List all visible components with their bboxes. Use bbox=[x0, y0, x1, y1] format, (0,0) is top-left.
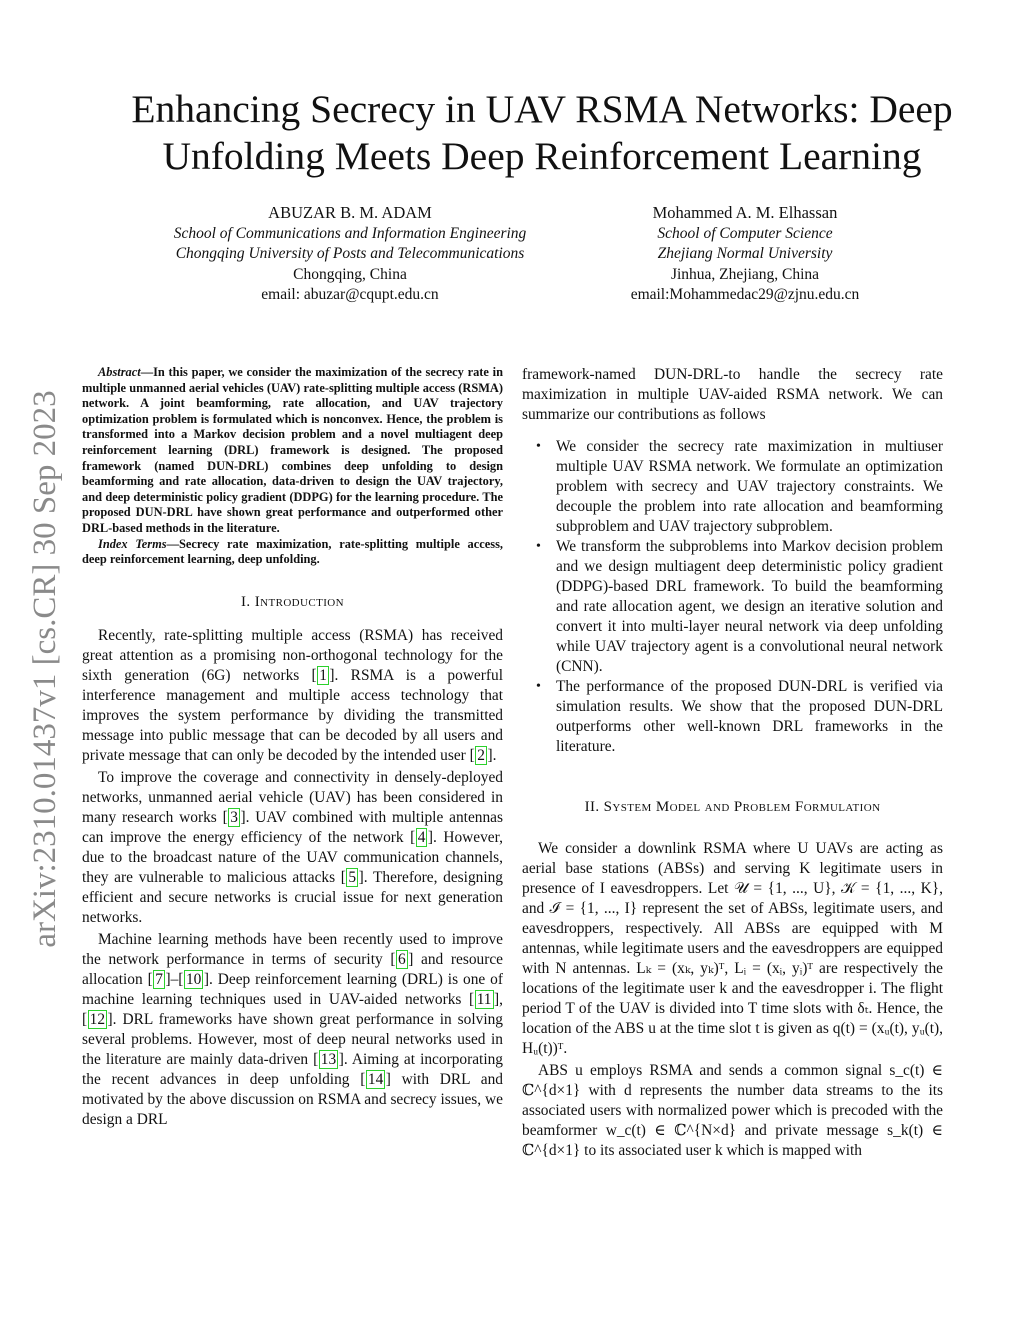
paragraph: Recently, rate-splitting multiple access (RSMA) has received great attention as a promising non-orthogonal technology for the sixth generation (6G) networks [ 1 ]. RSMA is a powerful interference management and multiple access technology that improves the system performance by dividing the transmitted message into public message that can be decoded by all users and private message that can only be decoded by the intended user [ 2 ]. bbox=[82, 626, 503, 764]
citation-link[interactable]: 11 bbox=[476, 990, 492, 1008]
citation-link[interactable]: 3 bbox=[230, 808, 238, 826]
citation-link[interactable]: 7 bbox=[155, 970, 163, 988]
paragraph: ABS u employs RSMA and sends a common signal s_c(t) ∈ ℂ^{d×1} with d represents the number data streams to the its associated users with normalized power which is precoded with the beamformer w_c(t) ∈ ℂ^{N×d} and private message s_k(t) ∈ ℂ^{d×1} to its associated user k which is mapped with bbox=[522, 1062, 943, 1159]
index-terms bbox=[82, 537, 503, 568]
author-name: ABUZAR B. M. ADAM bbox=[268, 203, 432, 222]
author-email: email: abuzar@cqupt.edu.cn bbox=[261, 286, 439, 304]
paper-title: Enhancing Secrecy in UAV RSMA Networks: Deep Unfolding Meets Deep Reinforcement Learning bbox=[131, 87, 953, 178]
paragraph: framework-named DUN-DRL-to handle the secrecy rate maximization in multiple UAV-aided RSMA network. We can summarize our contributions as follows bbox=[522, 366, 943, 423]
contribution-list bbox=[522, 437, 943, 757]
author-location: Chongqing, China bbox=[293, 265, 407, 283]
abstract-text: —In this paper, we consider the maximization of the secrecy rate in multiple unmanned aerial vehicles (UAV) rate-splitting multiple access (RSMA) network. A joint beamforming, rate allocation, and UAV trajectory optimization problem is formulated which is nonconvex. Hence, the problem is transformed into a Markov decision problem and a novel multiagent deep reinforcement learning (DRL) framework is designed. The proposed framework (named DUN-DRL) combines deep unfolding to design beamforming and rate allocation, data-driven to design the UAV trajectory, and deep deterministic policy gradient (DDPG) for the learning procedure. The proposed DUN-DRL have shown great performance and outperformed other DRL-based methods in the literature. bbox=[82, 365, 503, 535]
abstract bbox=[82, 365, 503, 537]
author-email: email:Mohammedac29@zjnu.edu.cn bbox=[630, 286, 860, 304]
citation-link[interactable]: 2 bbox=[477, 746, 485, 764]
citation-link[interactable]: 10 bbox=[185, 970, 202, 988]
author-affiliation: School of Computer Science bbox=[657, 224, 833, 242]
list-item: • We transform the subproblems into Markov decision problem and we design multiagent deep deterministic policy gradient (DDPG)-based DRL framework. To build the beamforming and rate allocation agent, we design an iterative solution and convert it into multi-layer neural network via deep unfolding while UAV trajectory agent is a convolutional neural network (CNN). bbox=[522, 537, 943, 677]
list-item: • We consider the secrecy rate maximization in multiuser multiple UAV RSMA network. We formulate an optimization problem with secrecy and UAV trajectory constraints. We decouple the problem into rate allocation and beamforming subproblem and UAV trajectory subproblem. bbox=[522, 437, 943, 537]
author-affiliation: School of Communications and Information Engineering bbox=[173, 224, 527, 242]
section-number: I. bbox=[241, 593, 255, 610]
citation-link[interactable]: 13 bbox=[320, 1050, 337, 1068]
left-column bbox=[82, 365, 503, 1132]
list-item: • The performance of the proposed DUN-DRL is verified via simulation results. We show that the proposed DUN-DRL outperforms other well-known DRL frameworks in the literature. bbox=[522, 677, 943, 757]
citation-link[interactable]: 5 bbox=[348, 868, 357, 886]
section-heading-system-model: II. System Model and Problem Formulation bbox=[584, 799, 881, 815]
author-block-1 bbox=[140, 203, 560, 306]
right-column bbox=[522, 365, 943, 1163]
abstract-label: Abstract bbox=[98, 365, 141, 379]
paragraph: We consider a downlink RSMA where U UAVs are acting as aerial base stations (ABSs) and serving K legitimate users in presence of I eavesdroppers. Let 𝒰 = {1, ..., U}, 𝒦 = {1, ..., K}, and ℐ = {1, ..., I} represent the set of ABSs, legitimate users, and eavesdroppers, respectively. All ABSs are equipped with M antennas, while legitimate users and the eavesdroppers are equipped with N antennas. Lₖ = (xₖ, yₖ)ᵀ, Lᵢ = (xᵢ, yᵢ)ᵀ are respectively the locations of the legitimate user k and the eavesdropper i. The flight period T of the UAV is divided into T time slots with δₜ. Hence, the location of the ABS u at the time slot t is given as q(t) = (xᵤ(t), yᵤ(t), Hᵤ(t))ᵀ. bbox=[522, 840, 943, 1057]
paragraph: To improve the coverage and connectivity in densely-deployed networks, unmanned aerial vehicle (UAV) has been considered in many research works [ 3 ]. UAV combined with multiple antennas can improve the energy efficiency of the network [ 4 ]. However, due to the broadcast nature of the UAV communication channels, they are vulnerable to malicious attacks [ 5 ]. Therefore, designing efficient and secure networks is crucial issue for next generation networks. bbox=[82, 768, 504, 926]
author-name: Mohammed A. M. Elhassan bbox=[652, 203, 838, 222]
index-terms-text: —Secrecy rate maximization, rate-splitting multiple access, deep reinforcement learning, deep unfolding. bbox=[82, 536, 503, 567]
section-heading-introduction bbox=[82, 592, 503, 612]
citation-link[interactable]: 12 bbox=[89, 1010, 106, 1028]
citation-link[interactable]: 1 bbox=[319, 666, 327, 684]
index-terms-label: Index Terms bbox=[98, 536, 167, 551]
citation-link[interactable]: 14 bbox=[367, 1070, 384, 1088]
author-affiliation: Chongqing University of Posts and Telecommunications bbox=[175, 245, 525, 263]
arxiv-sidebar-stamp: arXiv:2310.01437v1 [cs.CR] 30 Sep 2023 bbox=[27, 390, 63, 948]
citation-link[interactable]: 6 bbox=[397, 950, 406, 968]
citation-link[interactable]: 4 bbox=[417, 828, 426, 846]
paragraph: Machine learning methods have been recently used to improve the network performance in terms of security [ 6 ] and resource allocation [ 7 ]–[ 10 ]. Deep reinforcement learning (DRL) is one of machine learning techniques used in UAV-aided networks [ 11 ], [ 12 ]. DRL frameworks have shown great performance in solving several problems. However, most of deep neural networks used in the literature are mainly data-driven [ 13 ]. Aiming at incorporating the recent advances in deep unfolding [ 14 ] with DRL and motivated by the above discussion on RSMA and secrecy issues, we design a DRL bbox=[82, 930, 504, 1128]
author-affiliation: Zhejiang Normal University bbox=[657, 245, 833, 263]
author-location: Jinhua, Zhejiang, China bbox=[670, 265, 820, 283]
author-block-2 bbox=[590, 203, 900, 306]
section-title: Introduction bbox=[254, 593, 344, 610]
